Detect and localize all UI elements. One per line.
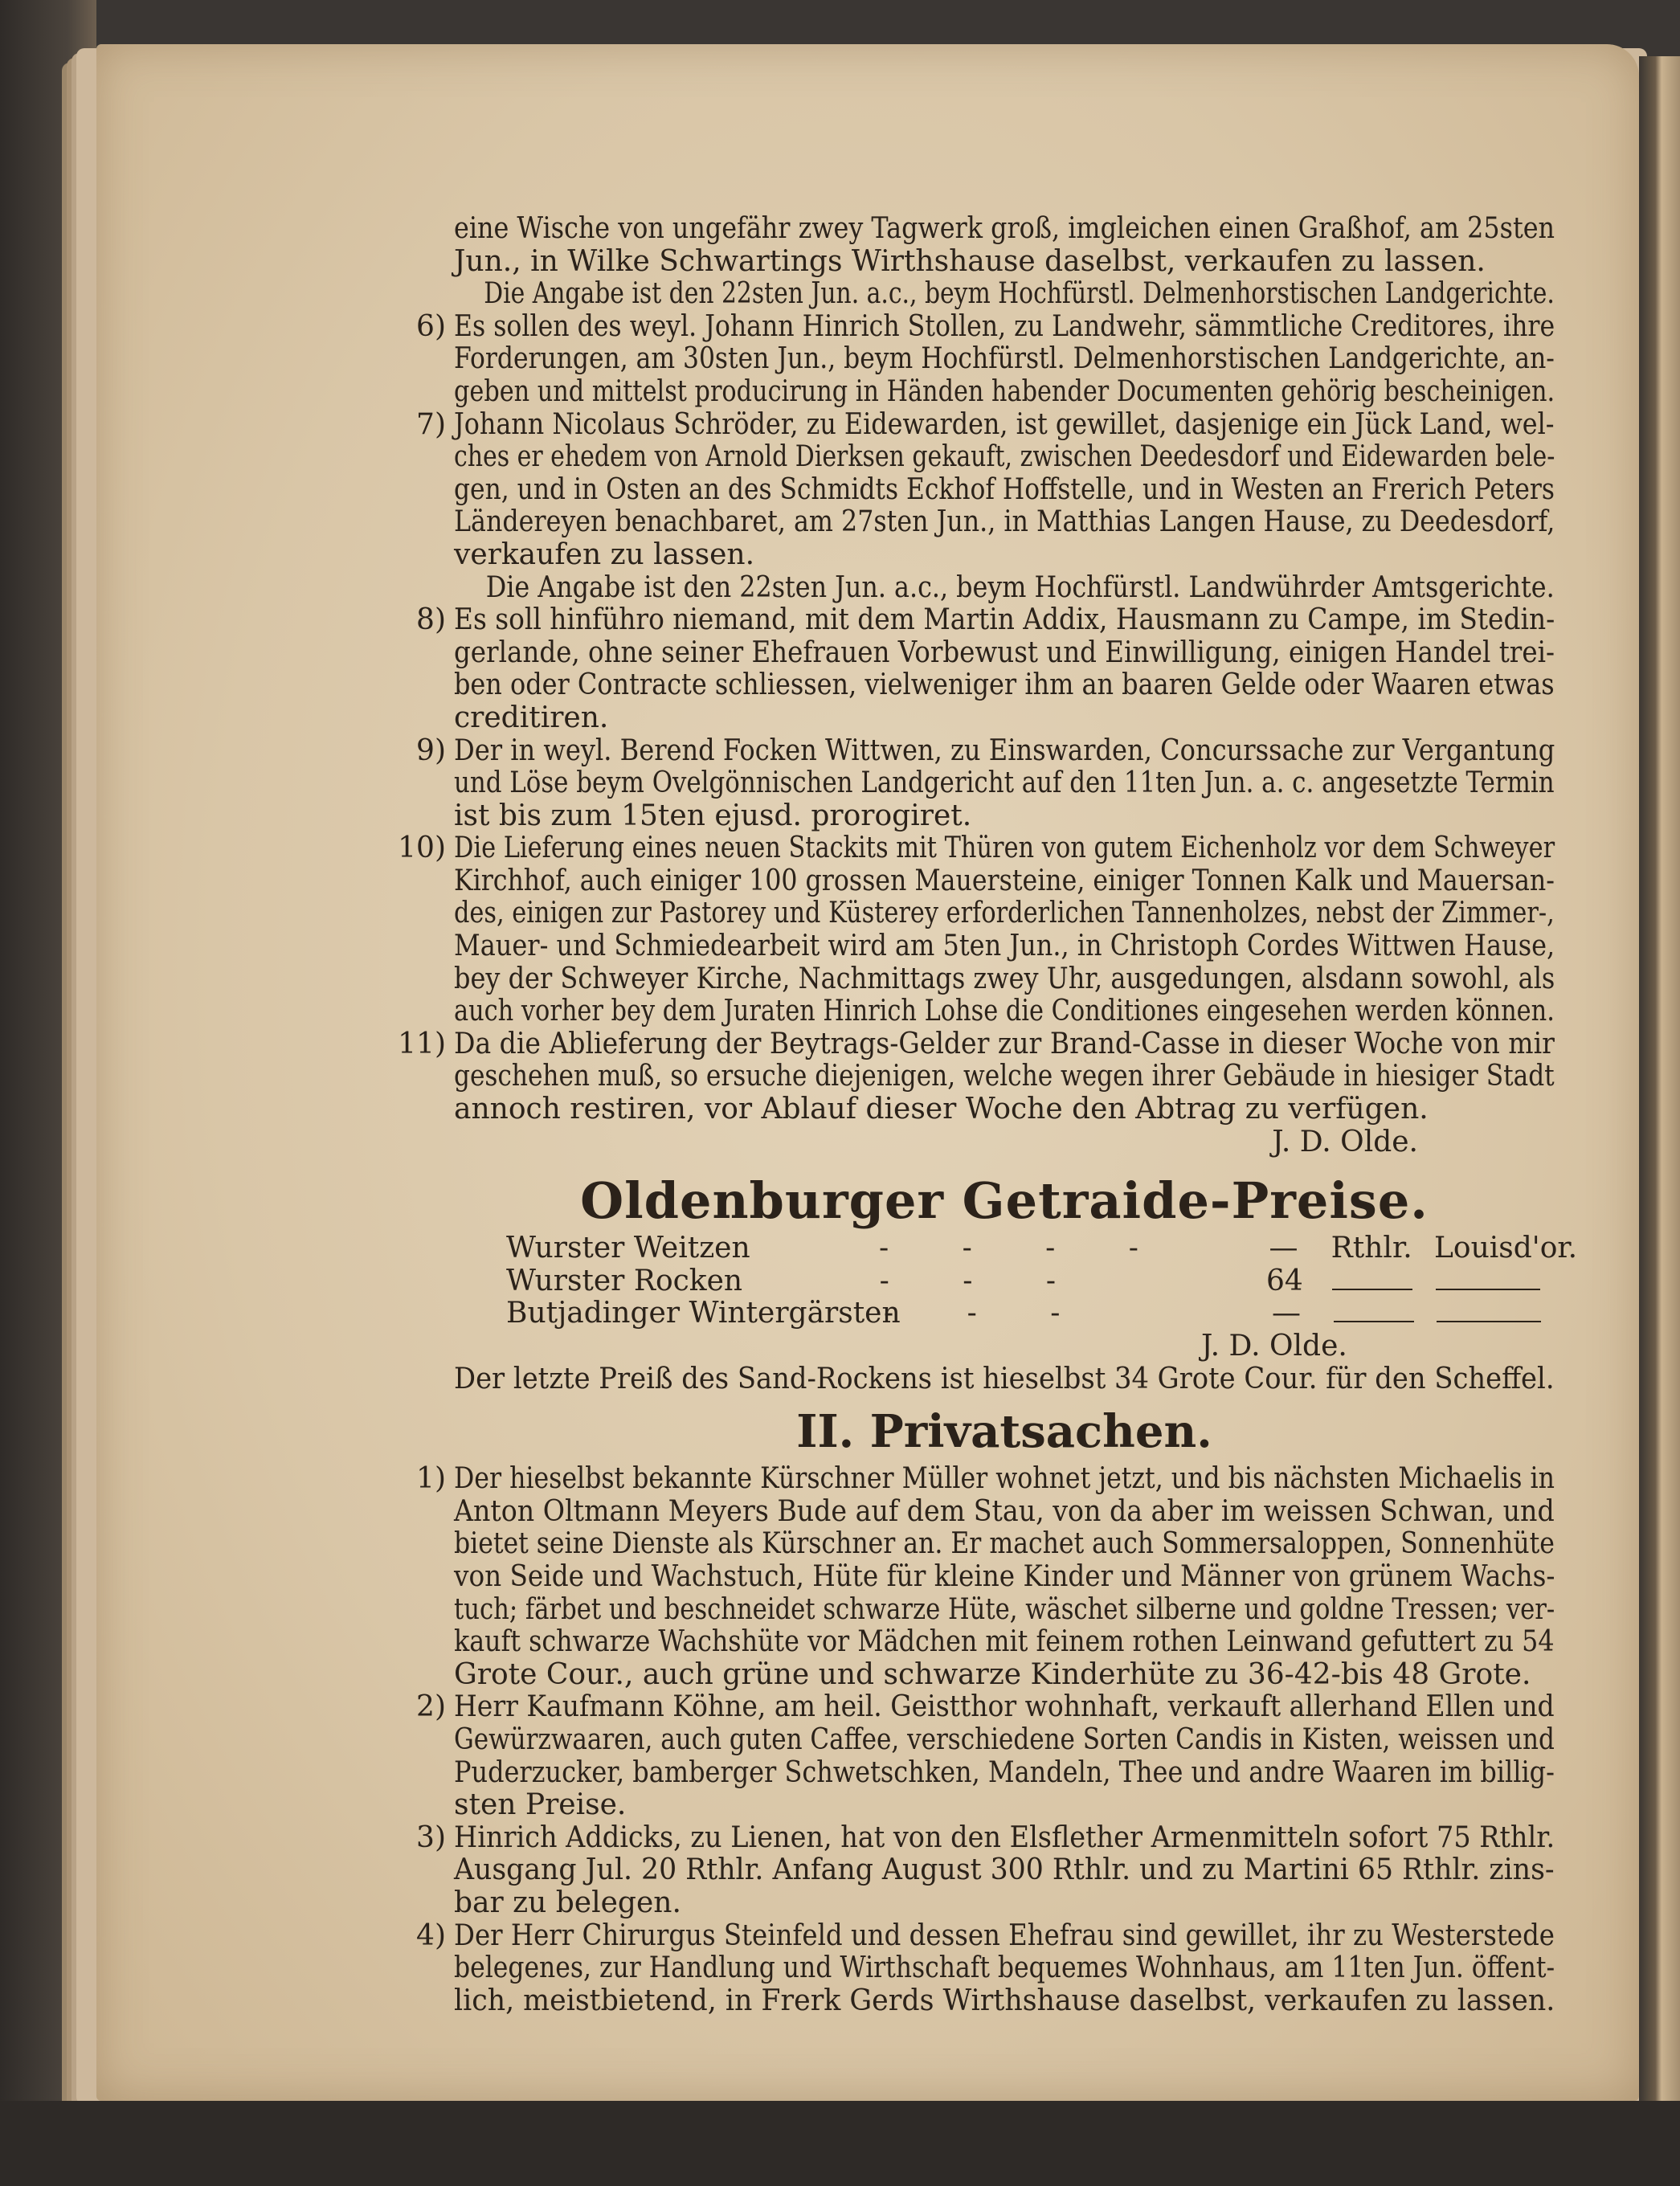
text-line: bietet seine Dienste als Kürschner an. Er machet auch Sommersaloppen, Sonnenhüte [454,1527,1555,1561]
text-line: ist bis zum 15ten ejusd. prorogiret. [454,799,972,832]
grain-name: Wurster Weitzen [506,1232,750,1265]
leader-dashes: - - - - [878,1232,1171,1265]
price-value: 64 [1265,1264,1303,1297]
price-row-weitzen [454,1232,1578,1265]
text-line: Es soll hinführo niemand, mit dem Martin Addix, Hausmann zu Campe, im Stedin- [454,603,1555,637]
notice-item [416,733,1555,833]
notice-item [416,1918,1555,2018]
notice-item [398,1027,1555,1126]
item-number: 2) [416,1690,446,1724]
text-line: kauft schwarze Wachshüte vor Mädchen mit feinem rothen Leinwand gefuttert zu 54 [454,1625,1555,1659]
price-value: — [1269,1232,1298,1265]
notice-item [398,831,1555,1028]
blank-rule [1437,1297,1555,1330]
text-line: lich, meistbietend, in Frerk Gerds Wirthshause daselbst, verkaufen zu lassen. [454,1984,1555,2017]
text-line: geschehen muß, so ersuche diejenigen, welche wegen ihrer Gebäude in hiesiger Stadt [454,1060,1555,1093]
text-line: Kirchhof, auch einiger 100 grossen Mauersteine, einiger Tonnen Kalk und Mauersan- [454,864,1555,897]
text-line: und Löse beym Ovelgönnischen Landgericht auf den 11ten Jun. a. c. angesetzte Termin [454,766,1555,800]
filing-note: Die Angabe ist den 22sten Jun. a.c., beym Hochfürstl. Landwührder Amtsgerichte. [485,570,1555,604]
item-number: 8) [416,603,446,637]
sand-rocken-price-note: Der letzte Preiß des Sand-Rockens ist hieselbst 34 Grote Cour. für den Scheffel. [454,1362,1555,1395]
section1-notices [398,212,1555,1126]
text-line: bey der Schweyer Kirche, Nachmittags zwey Uhr, ausgedungen, alsdann sowohl, als [454,962,1555,995]
text-line: Es sollen des weyl. Johann Hinrich Stollen, zu Landwehr, sämmtliche Creditores, ihre [454,309,1555,343]
text-line: Der in weyl. Berend Focken Wittwen, zu Einswarden, Concurssache zur Vergantung [454,733,1555,767]
notice-item [416,1462,1555,1691]
item-number: 4) [416,1918,446,1952]
text-line: creditiren. [454,701,609,734]
text-line: des, einigen zur Pastorey und Küsterey erforderlichen Tannenholzes, nebst der Zimmer-, [454,897,1555,930]
text-line: Jun., in Wilke Schwartings Wirthshause daselbst, verkaufen zu lassen. [454,244,1486,278]
text-line: annoch restiren, vor Ablauf dieser Woche den Abtrag zu verfügen. [454,1093,1429,1126]
text-line: Ländereyen benachbaret, am 27sten Jun., in Matthias Langen Hause, zu Deedesdorf, [454,505,1555,539]
grain-name: Butjadinger Wintergärsten [506,1297,901,1330]
blank-rule [1334,1297,1437,1330]
text-line: verkaufen zu lassen. [454,537,755,571]
text-line: Der hieselbst bekannte Kürschner Müller wohnet jetzt, und bis nächsten Michaelis in [454,1462,1555,1496]
text-line: Mauer- und Schmiedearbeit wird am 5ten Jun., in Christoph Cordes Wittwen Hause, [454,930,1555,963]
item-number: 7) [416,407,446,441]
facing-page-edge [1639,56,1680,2177]
notice-item [416,1820,1555,1920]
text-line: Puderzucker, bamberger Schwetschken, Mandeln, Thee und andre Waaren im billig- [454,1755,1555,1789]
item-number: 11) [398,1027,446,1060]
text-line: Hinrich Addicks, zu Lienen, hat von den Elsflether Armenmitteln sofort 75 Rthlr. [454,1820,1555,1854]
text-line: ches er ehedem von Arnold Dierksen gekauft, zwischen Deedesdorf und Eidewarden bele- [454,440,1555,474]
signature-2: J. D. Olde. [1201,1330,1347,1363]
text-line: tuch; färbet und beschneidet schwarze Hüte, wäschet silberne und goldne Tressen; ver- [454,1592,1555,1626]
blank-rule [1436,1265,1555,1298]
text-line: geben und mittelst producirung in Händen habender Documenten gehörig bescheinigen. [454,374,1555,408]
price-value: — [1272,1297,1301,1330]
text-line: Der Herr Chirurgus Steinfeld und dessen Ehefrau sind gewillet, ihr zu Westerstede [454,1918,1555,1952]
item-number: 9) [416,733,446,767]
notice-item [416,1690,1555,1822]
filing-note: Die Angabe ist den 22sten Jun. a.c., beym Hochfürstl. Delmenhorstischen Landgerichte. [484,277,1555,311]
unit-louisdor: Louisd'or. [1434,1232,1578,1265]
unit-rthlr: Rthlr. [1331,1232,1412,1265]
text-line: Die Lieferung eines neuen Stackits mit Thüren von gutem Eichenholz vor dem Schweyer [454,831,1555,865]
item-number: 3) [416,1820,446,1854]
section2-notices [416,1462,1555,2017]
item-number: 1) [416,1462,446,1496]
text-line: von Seide und Wachstuch, Hüte für kleine Kinder und Männer von grünem Wachs- [454,1559,1555,1593]
text-line: ben oder Contracte schliessen, vielweniger ihm an baaren Gelde oder Waaren etwas [454,668,1555,702]
notice-item [416,407,1555,605]
prices-heading: Oldenburger Getraide-Preise. [580,1171,1429,1231]
grain-name: Wurster Rocken [506,1264,743,1297]
text-line: gen, und in Osten an des Schmidts Eckhof Hoffstelle, und in Westen an Frerich Peters [454,472,1555,506]
text-line: bar zu belegen. [454,1886,681,1919]
text-line: Forderungen, am 30sten Jun., beym Hochfürstl. Delmenhorstischen Landgerichte, an- [454,342,1555,376]
price-row-rocken [454,1265,1555,1298]
text-line: Ausgang Jul. 20 Rthlr. Anfang August 300 Rthlr. und zu Martini 65 Rthlr. zins- [454,1853,1555,1887]
text-line: Grote Cour., auch grüne und schwarze Kinderhüte zu 36-42-bis 48 Grote. [454,1657,1531,1691]
leader-dashes: - - - [884,1297,1093,1330]
text-line: Johann Nicolaus Schröder, zu Eidewarden, ist gewillet, dasjenige ein Jück Land, wel- [454,407,1555,441]
page-text [398,212,1578,2017]
price-row-wintergarsten [454,1297,1555,1330]
blank-rule [1332,1265,1436,1298]
text-line: eine Wische von ungefähr zwey Tagwerk groß, imgleichen einen Graßhof, am 25sten [454,212,1555,245]
scan-background [0,2101,1680,2186]
notice-item [454,213,1555,311]
item-number: 10) [398,831,446,865]
text-line: Anton Oltmann Meyers Bude auf dem Stau, von da aber im weissen Schwan, und [454,1494,1555,1528]
text-line: Da die Ablieferung der Beytrags-Gelder zur Brand-Casse in dieser Woche von mir [454,1027,1555,1060]
text-line: belegenes, zur Handlung und Wirthschaft bequemes Wohnhaus, am 11ten Jun. öffent- [454,1951,1555,1985]
text-line: Herr Kaufmann Köhne, am heil. Geistthor wohnhaft, verkauft allerhand Ellen und [454,1690,1555,1724]
privatsachen-heading: II. Privatsachen. [796,1405,1212,1459]
item-number: 6) [416,309,446,343]
text-line: auch vorher bey dem Juraten Hinrich Lohse die Conditiones eingesehen werden können. [454,995,1555,1028]
text-line: gerlande, ohne seiner Ehefrauen Vorbewust und Einwilligung, einigen Handel trei- [454,635,1555,669]
leader-dashes: - - - [879,1264,1089,1297]
text-line: Gewürzwaaren, auch guten Caffee, verschiedene Sorten Candis in Kisten, weissen und [454,1722,1555,1756]
notice-item [416,603,1555,734]
signature-1: J. D. Olde. [1272,1125,1418,1158]
notice-item [416,309,1555,409]
text-line: sten Preise. [454,1788,627,1822]
